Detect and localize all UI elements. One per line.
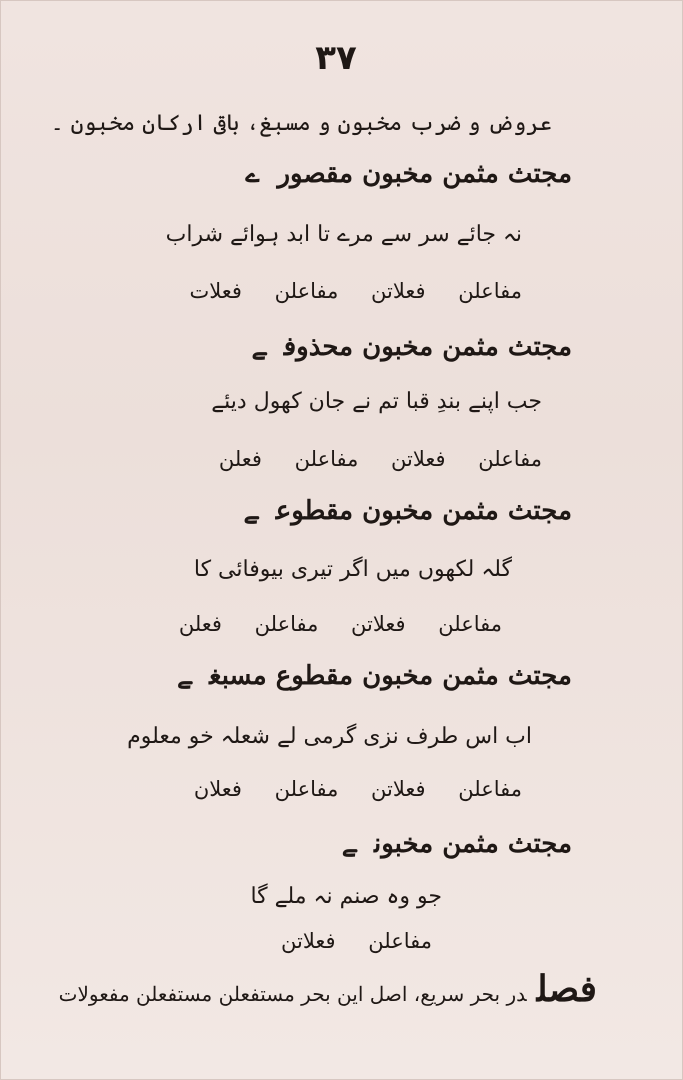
verse-marker: ے xyxy=(251,332,266,361)
verse-marker: ے xyxy=(341,829,356,858)
rule-line: عروض و ضرب مخبون و مسبغ، باقی ارکان مخبون ۔ xyxy=(50,111,552,136)
page-number: ۳۷ xyxy=(315,38,357,78)
meter-line: مفاعلن فعلاتن مفاعلن فعلان xyxy=(193,777,522,801)
fasl-title: فصل xyxy=(536,968,597,1010)
section-heading xyxy=(342,831,572,857)
meter-line: مفاعلن فعلاتن مفاعلن فعلن xyxy=(218,447,542,471)
section-heading-text: مجتث مثمن مخبون مقطوع مسبغ xyxy=(209,661,572,691)
verse-line: اب اس طرف نزی گرمی لے شعلہ خو معلوم xyxy=(127,724,532,749)
section-heading-text: مجتث مثمن مخبون محذوف xyxy=(283,332,572,362)
verse-line: نہ جائے سر سے مرے تا ابد ہوائے شراب xyxy=(165,222,522,247)
fasl-text: در بحر سریع، اصل این بحر مستفعلن مستفعلن مفعولات xyxy=(58,982,527,1006)
meter-line: مفاعلن فعلاتن مفاعلن فعلن xyxy=(178,612,502,636)
section-heading xyxy=(177,663,572,689)
section-heading-text: مجتث مثمن مخبون مقطوع xyxy=(275,496,572,526)
verse-marker: ے xyxy=(177,661,192,690)
verse-line: گلہ لکھوں میں اگر تیری بیوفائی کا xyxy=(193,557,512,582)
section-heading xyxy=(244,498,572,524)
verse-marker: ے xyxy=(245,159,260,188)
verse-line: جو وہ صنم نہ ملے گا xyxy=(250,884,442,909)
verse-marker: ے xyxy=(243,496,258,525)
meter-line: مفاعلن فعلاتن مفاعلن فعلات xyxy=(189,279,522,303)
section-heading xyxy=(252,334,572,360)
meter-line: مفاعلن فعلاتن xyxy=(281,929,432,953)
section-heading-text: مجتث مثمن مخبون مقصور xyxy=(277,159,572,189)
section-heading xyxy=(245,161,572,187)
fasl-line xyxy=(58,968,597,1010)
verse-line: جب اپنے بندِ قبا تم نے جان کھول دیئے xyxy=(211,389,542,414)
section-heading-text: مجتث مثمن مخبون xyxy=(373,829,572,859)
